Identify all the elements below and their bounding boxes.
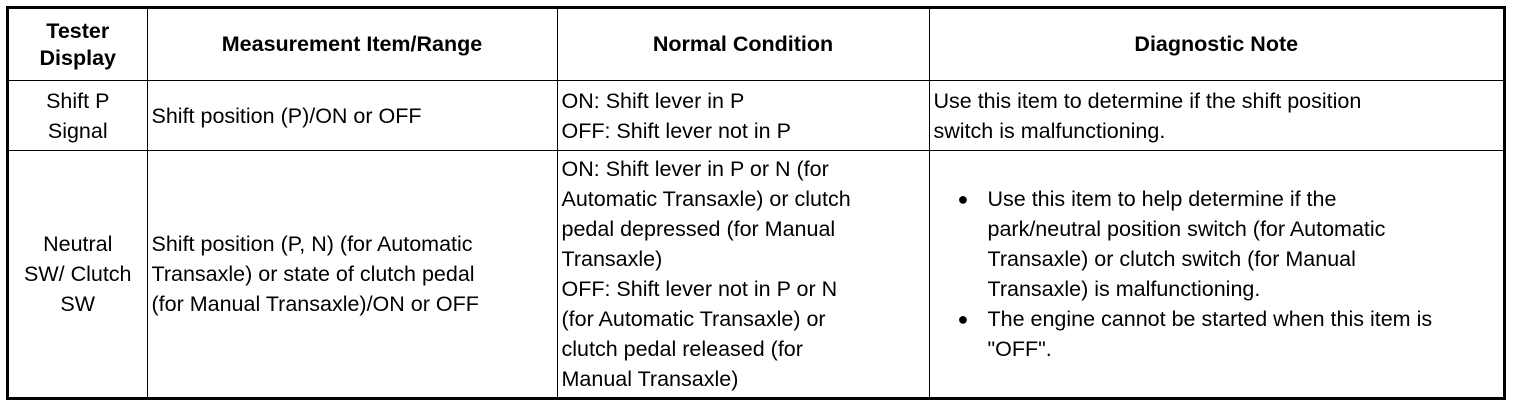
bullet-icon: ●: [957, 189, 969, 209]
header-measurement: Measurement Item/Range: [147, 9, 557, 81]
cell-measurement: Shift position (P, N) (for Automatic Transaxle) or state of clutch pedal (for Manual Transaxle)/ON or OFF: [147, 151, 557, 398]
cell-normal-condition: ON: Shift lever in P or N (for Automatic Transaxle) or clutch pedal depressed (for Manual Transaxle) OFF: Shift lever not in P or N (for Automatic Transaxle) or clutch pedal released (for Manual Transaxle): [557, 151, 929, 398]
table-row: [9, 81, 1503, 151]
cell-measurement: Shift position (P)/ON or OFF: [147, 81, 557, 151]
table-row: [9, 151, 1503, 398]
cell-diagnostic-note: Use this item to determine if the shift position switch is malfunctioning.: [929, 81, 1503, 151]
diagnostic-table: [9, 9, 1503, 397]
data-list-table: [6, 6, 1506, 400]
cell-tester-display: Neutral SW/ Clutch SW: [9, 151, 147, 398]
bullet-icon: ●: [957, 309, 969, 329]
header-normal-condition: Normal Condition: [557, 9, 929, 81]
list-item: ● Use this item to help determine if the park/neutral position switch (for Automatic Transaxle) or clutch switch (for Manual Transaxle) is malfunctioning.: [946, 184, 1500, 304]
cell-diagnostic-note: [929, 151, 1503, 398]
header-diagnostic-note: Diagnostic Note: [929, 9, 1503, 81]
cell-normal-condition: ON: Shift lever in P OFF: Shift lever not in P: [557, 81, 929, 151]
note-list: [934, 184, 1500, 364]
list-item: ● The engine cannot be started when this item is "OFF".: [946, 304, 1500, 364]
header-row: [9, 9, 1503, 81]
cell-tester-display: Shift P Signal: [9, 81, 147, 151]
header-tester-display: Tester Display: [9, 9, 147, 81]
